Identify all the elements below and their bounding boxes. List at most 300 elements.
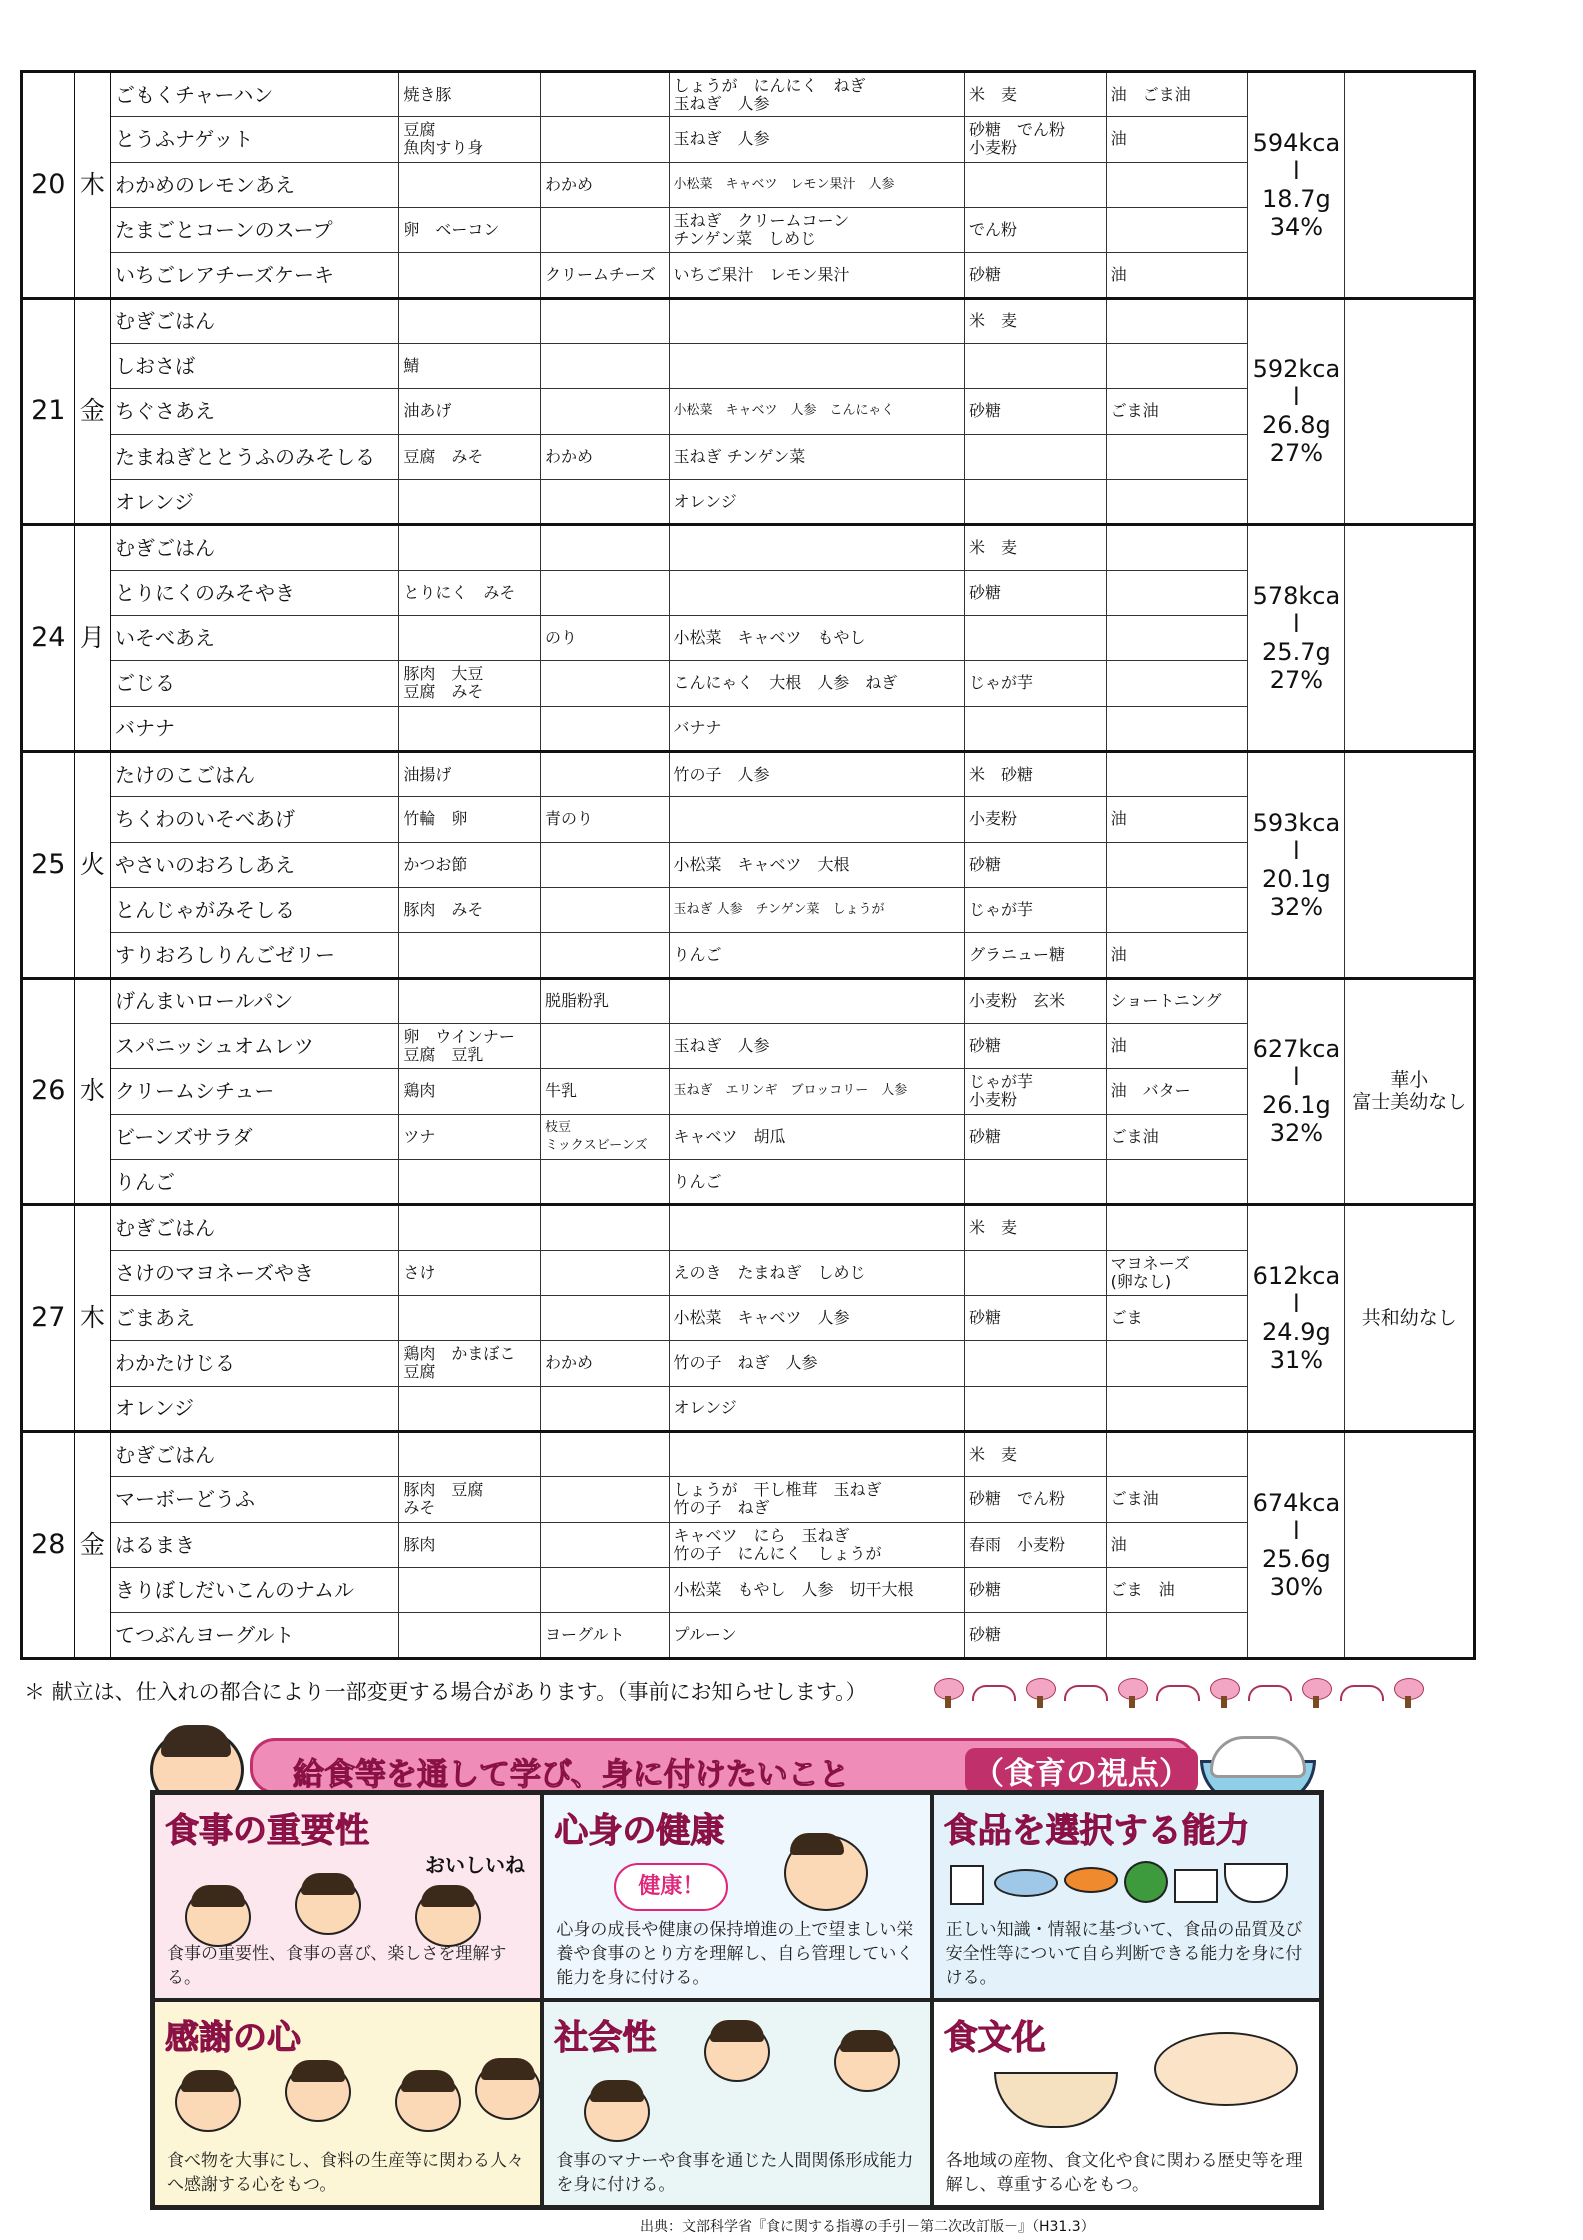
menu-row [22, 751, 1475, 796]
hill-icon [1156, 1685, 1200, 1701]
menu-date: 21 [22, 298, 75, 525]
green-food [669, 72, 964, 117]
red-food-2 [541, 1477, 670, 1522]
green-food-line: 小松菜 キャベツ 大根 [673, 854, 850, 874]
green-food-line: 玉ねぎ エリンギ ブロッコリー 人参 [673, 1083, 908, 1099]
red-food-1-line: みそ [403, 1498, 436, 1518]
nutrition-summary-line: 31% [1269, 1346, 1324, 1375]
milk-icon [950, 1865, 984, 1905]
yellow-food-2-line: ごま 油 [1110, 1579, 1175, 1599]
dish-name: マーボーどうふ [111, 1477, 399, 1522]
red-food-1-line: とりにく みそ [403, 582, 516, 602]
green-food-line: 竹の子 にんにく しょうが [673, 1543, 882, 1563]
viewpoint-title: 食品を選択する能力 [943, 1811, 1250, 1851]
red-food-1 [399, 1114, 541, 1159]
green-food [669, 1250, 964, 1295]
green-food [669, 389, 964, 434]
yellow-food-1 [965, 162, 1107, 207]
yellow-food-1 [965, 1522, 1107, 1567]
yellow-food-1 [965, 1386, 1107, 1431]
child-smiling-icon [295, 1875, 361, 1935]
nutrition-summary-line: 594kca [1252, 128, 1341, 157]
green-food [669, 298, 964, 343]
nutrition-summary-line: l [1293, 610, 1300, 639]
menu-date: 25 [22, 751, 75, 978]
red-food-2 [541, 842, 670, 887]
dish-name: しおさば [111, 343, 399, 388]
nutrition-summary-line: 25.7g [1262, 638, 1331, 667]
green-food [669, 1069, 964, 1114]
dish-name: きりぼしだいこんのナムル [111, 1567, 399, 1612]
green-food [669, 479, 964, 524]
red-food-1 [399, 706, 541, 751]
yellow-food-2 [1106, 842, 1248, 887]
yellow-food-1-line: 砂糖 [969, 582, 1002, 602]
red-food-1-line: 卵 ウインナー [403, 1027, 515, 1047]
nutrition-summary-line: 593kca [1252, 808, 1341, 837]
yellow-food-1 [965, 1069, 1107, 1114]
viewpoint-title: 食文化 [943, 2018, 1046, 2058]
red-food-2-line: わかめ [545, 1353, 594, 1373]
red-food-1 [399, 570, 541, 615]
red-food-2 [541, 1205, 670, 1250]
yellow-food-2 [1106, 570, 1248, 615]
yellow-food-2 [1106, 661, 1248, 706]
red-food-2-line: 牛乳 [545, 1081, 578, 1101]
cherry-tree-icon [1114, 1678, 1150, 1708]
red-food-1-line: 焼き豚 [403, 84, 452, 104]
dish-name: すりおろしりんごゼリー [111, 933, 399, 978]
red-food-2 [541, 615, 670, 660]
red-food-2 [541, 1023, 670, 1068]
hill-icon [1340, 1685, 1384, 1701]
red-food-1 [399, 842, 541, 887]
red-food-1 [399, 1295, 541, 1340]
green-food-line: 竹の子 ねぎ [673, 1498, 770, 1518]
red-food-2 [541, 887, 670, 932]
yellow-food-1 [965, 706, 1107, 751]
yellow-food-2 [1106, 1250, 1248, 1295]
menu-row [22, 978, 1475, 1023]
red-food-2 [541, 978, 670, 1023]
yellow-food-1-line: 米 麦 [969, 84, 1018, 104]
dish-name: スパニッシュオムレツ [111, 1023, 399, 1068]
yellow-food-1-line: 砂糖 [969, 401, 1002, 421]
yellow-food-1 [965, 933, 1107, 978]
dish-name: やさいのおろしあえ [111, 842, 399, 887]
yellow-food-1-line: 米 麦 [969, 311, 1018, 331]
green-food [669, 1295, 964, 1340]
nutrition-summary [1248, 525, 1345, 752]
green-food-line: 小松菜 キャベツ 人参 こんにゃく [673, 403, 895, 419]
green-food-line: オレンジ [673, 491, 737, 511]
red-food-1 [399, 1023, 541, 1068]
yellow-food-1-line: 小麦粉 [969, 138, 1018, 158]
yellow-food-1-line: 砂糖 [969, 1625, 1002, 1645]
red-food-1 [399, 1567, 541, 1612]
green-food-line: 玉ねぎ チンゲン菜 [673, 446, 806, 466]
green-food-line: バナナ [673, 718, 722, 738]
hill-icon [972, 1685, 1016, 1701]
yellow-food-2-line: 油 [1110, 264, 1127, 284]
red-food-1 [399, 615, 541, 660]
red-food-2 [541, 1522, 670, 1567]
yellow-food-2-line: ごま油 [1110, 1126, 1159, 1146]
dish-name: わかめのレモンあえ [111, 162, 399, 207]
cherry-tree-icon [1390, 1678, 1426, 1708]
nutrition-summary [1248, 298, 1345, 525]
green-food [669, 615, 964, 660]
red-food-1 [399, 1159, 541, 1204]
red-food-1 [399, 162, 541, 207]
green-food-line: りんご [673, 1171, 722, 1191]
green-food [669, 253, 964, 298]
green-food [669, 434, 964, 479]
red-food-1-line: 油揚げ [403, 764, 452, 784]
yellow-food-2-line: (卵なし) [1110, 1271, 1172, 1291]
green-food-line: 小松菜 キャベツ 人参 [673, 1308, 850, 1328]
day-note [1345, 978, 1475, 1205]
yellow-food-1-line: 春雨 小麦粉 [969, 1534, 1066, 1554]
nutrition-summary-line: l [1293, 1290, 1300, 1319]
green-food [669, 933, 964, 978]
green-food-line: りんご [673, 944, 722, 964]
cherry-blossom-decoration [930, 1676, 1470, 1710]
red-food-2 [541, 389, 670, 434]
yellow-food-2 [1106, 978, 1248, 1023]
dish-name: いそべあえ [111, 615, 399, 660]
yellow-food-1 [965, 1477, 1107, 1522]
menu-row [22, 298, 1475, 343]
menu-weekday: 木 [74, 1205, 110, 1432]
day-note [1345, 1205, 1475, 1432]
nutrition-summary-line: 27% [1269, 439, 1324, 468]
nutrition-summary [1248, 751, 1345, 978]
green-food-line: こんにゃく 大根 人参 ねぎ [673, 673, 898, 693]
speech-text: おいしいね [425, 1853, 525, 1877]
green-food [669, 706, 964, 751]
tofu-icon [1174, 1869, 1218, 1903]
yellow-food-2-line: マヨネーズ [1110, 1253, 1190, 1273]
dish-name: ごじる [111, 661, 399, 706]
hill-icon [1064, 1685, 1108, 1701]
menu-row [22, 1431, 1475, 1476]
green-food-line: 小松菜 もやし 人参 切干大根 [673, 1579, 914, 1599]
red-food-1-line: 豚肉 大豆 [403, 664, 484, 684]
health-speech-bubble: 健康！ [614, 1863, 728, 1911]
stew-bowl-icon [994, 2072, 1118, 2128]
soup-bowl-icon [1154, 2032, 1298, 2106]
yellow-food-1-line: 砂糖 [969, 264, 1002, 284]
yellow-food-1-line: 米 砂糖 [969, 764, 1034, 784]
yellow-food-2 [1106, 1341, 1248, 1386]
yellow-food-1 [965, 389, 1107, 434]
yellow-food-2 [1106, 1295, 1248, 1340]
yellow-food-1 [965, 479, 1107, 524]
yellow-food-1 [965, 253, 1107, 298]
dish-name: はるまき [111, 1522, 399, 1567]
red-food-2 [541, 117, 670, 162]
nutrition-summary-line: 26.8g [1262, 411, 1331, 440]
red-food-1-line: 豆腐 豆乳 [403, 1045, 484, 1065]
yellow-food-2 [1106, 1567, 1248, 1612]
red-food-1 [399, 207, 541, 252]
yellow-food-1 [965, 1613, 1107, 1659]
yellow-food-1-line: じゃが芋 [969, 673, 1034, 693]
yellow-food-2 [1106, 434, 1248, 479]
nutrition-summary-line: 18.7g [1262, 184, 1331, 213]
menu-date: 28 [22, 1431, 75, 1658]
yellow-food-2 [1106, 887, 1248, 932]
yellow-food-1 [965, 1023, 1107, 1068]
red-food-1 [399, 751, 541, 796]
nutrition-summary-line: 32% [1269, 1119, 1324, 1148]
dish-name: とんじゃがみそしる [111, 887, 399, 932]
viewpoint-importance [153, 1793, 542, 2000]
viewpoint-health [542, 1793, 931, 2000]
child-at-table-icon [584, 2082, 650, 2142]
red-food-2-line: 青のり [545, 809, 594, 829]
shokuiku-panel [150, 1728, 1330, 2228]
red-food-2 [541, 298, 670, 343]
nutrition-summary [1248, 1205, 1345, 1432]
green-food [669, 117, 964, 162]
red-food-1-line: ツナ [403, 1126, 436, 1146]
dish-name: とりにくのみそやき [111, 570, 399, 615]
menu-weekday: 火 [74, 751, 110, 978]
green-food [669, 842, 964, 887]
green-food-line: いちご果汁 レモン果汁 [673, 264, 850, 284]
red-food-1 [399, 978, 541, 1023]
yellow-food-1 [965, 72, 1107, 117]
green-food [669, 343, 964, 388]
yellow-food-1 [965, 1205, 1107, 1250]
green-food-line: オレンジ [673, 1398, 737, 1418]
healthy-child-icon [784, 1835, 868, 1911]
red-food-1-line: 豆腐 [403, 1362, 436, 1382]
menu-weekday: 金 [74, 1431, 110, 1658]
green-food-line: チンゲン菜 しめじ [673, 229, 817, 249]
yellow-food-1-line: 砂糖 [969, 1126, 1002, 1146]
yellow-food-2-line: ショートニング [1110, 991, 1222, 1011]
red-food-1 [399, 434, 541, 479]
green-food-line: 小松菜 キャベツ レモン果汁 人参 [673, 176, 895, 192]
red-food-1 [399, 389, 541, 434]
child-at-table-icon [834, 2032, 900, 2092]
nutrition-summary-line: 27% [1269, 666, 1324, 695]
cook-icon [475, 2060, 541, 2120]
nutrition-summary-line: 25.6g [1262, 1544, 1331, 1573]
green-food-line: キャベツ にら 玉ねぎ [673, 1525, 850, 1545]
yellow-food-2 [1106, 1431, 1248, 1476]
green-food-line: しょうが 干し椎茸 玉ねぎ [673, 1480, 882, 1500]
dish-name: ちくわのいそべあげ [111, 797, 399, 842]
green-food [669, 1613, 964, 1659]
red-food-1-line: 鶏肉 かまぼこ [403, 1344, 516, 1364]
red-food-2 [541, 72, 670, 117]
nutrition-summary-line: 578kca [1252, 582, 1341, 611]
yellow-food-2-line: 油 ごま油 [1110, 84, 1191, 104]
dish-name: わかたけじる [111, 1341, 399, 1386]
nutrition-summary-line: 592kca [1252, 355, 1341, 384]
red-food-1 [399, 1069, 541, 1114]
viewpoint-grid [150, 1790, 1324, 2210]
red-food-1-line: 豚肉 [403, 1534, 436, 1554]
yellow-food-1-line: 砂糖 でん粉 [969, 1489, 1066, 1509]
red-food-2 [541, 570, 670, 615]
yellow-food-1 [965, 298, 1107, 343]
red-food-2 [541, 253, 670, 298]
yellow-food-1 [965, 207, 1107, 252]
nutrition-summary-line: l [1293, 836, 1300, 865]
green-food [669, 1431, 964, 1476]
fisher-icon [395, 2072, 461, 2132]
red-food-1 [399, 298, 541, 343]
red-food-1 [399, 933, 541, 978]
nutrition-summary-line: 24.9g [1262, 1318, 1331, 1347]
yellow-food-2-line: 油 [1110, 1036, 1127, 1056]
day-note [1345, 72, 1475, 299]
cherry-tree-icon [1298, 1678, 1334, 1708]
green-food [669, 207, 964, 252]
red-food-2 [541, 1613, 670, 1659]
menu-date: 24 [22, 525, 75, 752]
red-food-2 [541, 1386, 670, 1431]
menu-date: 26 [22, 978, 75, 1205]
farmer-icon [285, 2062, 351, 2122]
green-food [669, 978, 964, 1023]
carrot-icon [1064, 1867, 1118, 1893]
child-eating-icon [185, 1887, 251, 1947]
green-food [669, 661, 964, 706]
yellow-food-1 [965, 1114, 1107, 1159]
red-food-1 [399, 72, 541, 117]
red-food-1 [399, 117, 541, 162]
green-food [669, 1341, 964, 1386]
yellow-food-2 [1106, 162, 1248, 207]
yellow-food-1 [965, 1431, 1107, 1476]
red-food-2 [541, 343, 670, 388]
red-food-1-line: 鯖 [403, 356, 420, 376]
green-food-line: 玉ねぎ 人参 チンゲン菜 しょうが [673, 902, 885, 918]
yellow-food-1 [965, 978, 1107, 1023]
yellow-food-1 [965, 797, 1107, 842]
yellow-food-2 [1106, 1477, 1248, 1522]
menu-row [22, 1205, 1475, 1250]
day-note [1345, 525, 1475, 752]
green-food-line: 玉ねぎ 人参 [673, 1036, 770, 1056]
panel-banner [250, 1738, 1196, 1794]
red-food-2 [541, 1159, 670, 1204]
dish-name: さけのマヨネーズやき [111, 1250, 399, 1295]
red-food-2-line: ヨーグルト [545, 1625, 625, 1645]
yellow-food-1 [965, 343, 1107, 388]
red-food-2-line: 枝豆 [545, 1119, 572, 1135]
green-food [669, 162, 964, 207]
banner-title: 給食等を通して学び、身に付けたいこと [293, 1757, 850, 1793]
red-food-2 [541, 1431, 670, 1476]
yellow-food-1 [965, 1250, 1107, 1295]
yellow-food-1-line: 小麦粉 [969, 1090, 1018, 1110]
yellow-food-1-line: 砂糖 [969, 1036, 1002, 1056]
red-food-2 [541, 1250, 670, 1295]
yellow-food-1-line: 小麦粉 玄米 [969, 991, 1066, 1011]
red-food-2 [541, 751, 670, 796]
yellow-food-2 [1106, 207, 1248, 252]
green-food [669, 570, 964, 615]
nutrition-summary [1248, 978, 1345, 1205]
rice-icon [1224, 1863, 1288, 1903]
red-food-1 [399, 887, 541, 932]
child-thanking-icon [175, 2072, 241, 2132]
red-food-2 [541, 706, 670, 751]
nutrition-summary-line: l [1293, 1063, 1300, 1092]
red-food-2 [541, 1069, 670, 1114]
cherry-tree-icon [1022, 1678, 1058, 1708]
green-food [669, 1522, 964, 1567]
viewpoint-text: 食べ物を大事にし、食料の生産等に関わる人々へ感謝する心をもつ。 [167, 2151, 524, 2195]
viewpoint-title: 社会性 [554, 2018, 657, 2058]
red-food-1 [399, 1386, 541, 1431]
green-food [669, 1567, 964, 1612]
yellow-food-1-line: 小麦粉 [969, 809, 1018, 829]
red-food-2 [541, 797, 670, 842]
yellow-food-1-line: 砂糖 [969, 854, 1002, 874]
yellow-food-2 [1106, 479, 1248, 524]
dish-name: たまねぎととうふのみそしる [111, 434, 399, 479]
green-food [669, 1159, 964, 1204]
green-food-line: 竹の子 人参 [673, 764, 770, 784]
nutrition-summary-line: 32% [1269, 892, 1324, 921]
red-food-1-line: 豆腐 みそ [403, 682, 484, 702]
dish-name: りんご [111, 1159, 399, 1204]
cherry-tree-icon [1206, 1678, 1242, 1708]
yellow-food-1 [965, 1159, 1107, 1204]
yellow-food-1 [965, 842, 1107, 887]
dish-name: ごもくチャーハン [111, 72, 399, 117]
red-food-1-line: さけ [403, 1262, 436, 1282]
nutrition-summary-line: 30% [1269, 1572, 1324, 1601]
red-food-1-line: 油あげ [403, 401, 452, 421]
red-food-1 [399, 1477, 541, 1522]
dish-name: むぎごはん [111, 1205, 399, 1250]
red-food-1-line: 豚肉 みそ [403, 900, 484, 920]
red-food-2 [541, 1341, 670, 1386]
viewpoint-text: 各地域の産物、食文化や食に関わる歴史等を理解し、尊重する心をもつ。 [945, 2151, 1303, 2195]
dish-name: クリームシチュー [111, 1069, 399, 1114]
red-food-1-line: 豆腐 [403, 120, 436, 140]
child-at-table-icon [704, 2022, 770, 2082]
viewpoint-food-culture [932, 2000, 1321, 2207]
red-food-2 [541, 207, 670, 252]
yellow-food-2-line: 油 バター [1110, 1081, 1191, 1101]
red-food-1-line: 豆腐 みそ [403, 446, 484, 466]
dish-name: オレンジ [111, 1386, 399, 1431]
menu-row [22, 72, 1475, 117]
yellow-food-2 [1106, 706, 1248, 751]
dish-name: てつぶんヨーグルト [111, 1613, 399, 1659]
red-food-1-line: かつお節 [403, 854, 468, 874]
green-food [669, 887, 964, 932]
day-note-line: 富士美幼なし [1352, 1091, 1467, 1114]
viewpoint-text: 正しい知識・情報に基づいて、食品の品質及び安全性等について自ら判断できる能力を身に付ける。 [945, 1920, 1303, 1988]
yellow-food-2 [1106, 525, 1248, 570]
red-food-2-line: ミックスビーンズ [545, 1137, 648, 1153]
red-food-2-line: わかめ [545, 446, 594, 466]
menu-weekday: 水 [74, 978, 110, 1205]
dish-name: ちぐさあえ [111, 389, 399, 434]
spinach-icon [1124, 1861, 1168, 1903]
